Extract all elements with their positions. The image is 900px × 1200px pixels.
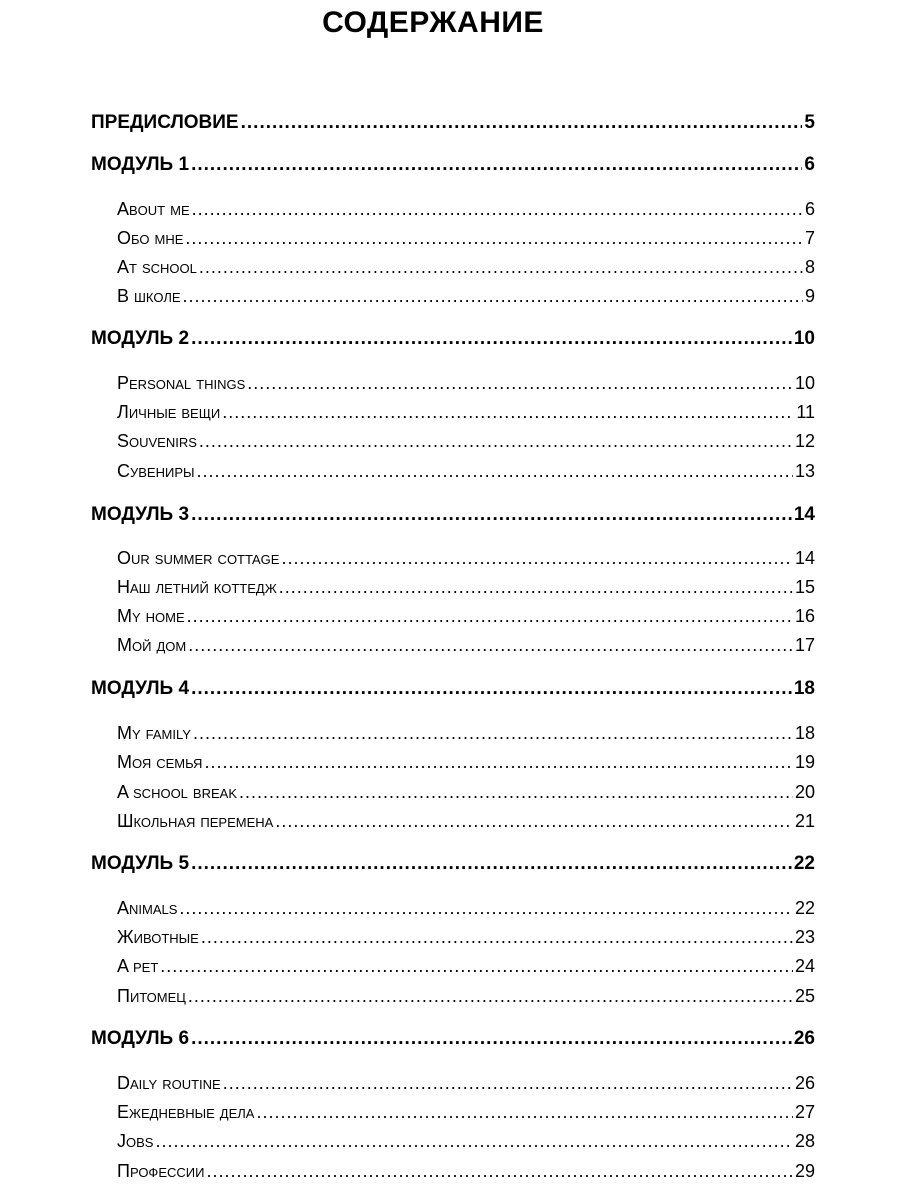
toc-entry-label: Обо мне [117,228,184,248]
dot-leader [239,779,793,805]
dot-leader [191,851,792,877]
toc-entry-page: 6 [804,154,815,175]
toc-entry-label: Personal things [117,373,246,393]
toc-entry-page: 22 [793,853,815,874]
dot-leader [191,676,792,702]
toc-entry-item[interactable] [117,254,815,280]
toc-entry-label: A pet [117,956,159,976]
toc-entry-page: 28 [794,1131,815,1151]
toc-entry-item[interactable] [117,370,815,396]
toc-entry-item[interactable] [117,458,815,484]
toc-entry-page: 12 [794,431,815,451]
toc-entry-item[interactable] [117,924,815,950]
toc-entry-module-5[interactable] [91,851,815,877]
dot-leader [191,1026,792,1052]
toc-entry-module-6[interactable] [91,1026,815,1052]
toc-entry-item[interactable] [117,895,815,921]
dot-leader [281,545,793,571]
toc-entry-page: 22 [794,898,815,918]
toc-entry-label: Jobs [117,1131,154,1151]
dot-leader [188,983,793,1009]
toc-entry-page: 29 [794,1161,815,1181]
toc-entry-label: Souvenirs [117,431,197,451]
toc-entry-item[interactable] [117,545,815,571]
toc-entry-label: My family [117,723,191,743]
toc-entry-item[interactable] [117,1099,815,1125]
toc-entry-item[interactable] [117,428,815,454]
toc-entry-label: Мой дом [117,635,187,655]
toc-entry-label: About me [117,199,190,219]
toc-entry-item[interactable] [117,953,815,979]
toc-entry-page: 5 [804,112,815,133]
toc-entry-page: 25 [794,986,815,1006]
toc-entry-label: Наш летний коттедж [117,577,277,597]
dot-leader [199,428,793,454]
dot-leader [191,152,802,178]
toc-entry-item[interactable] [117,720,815,746]
toc-entry-label: В школе [117,286,181,306]
toc-entry-label: МОДУЛЬ 3 [91,504,190,525]
toc-entry-label: Our summer cottage [117,548,280,568]
dot-leader [206,1158,793,1184]
toc-entry-page: 20 [794,782,815,802]
dot-leader [193,720,793,746]
toc-entry-module-4[interactable] [91,676,815,702]
toc-entry-page: 21 [794,811,815,831]
dot-leader [247,370,793,396]
toc-entry-item[interactable] [117,283,815,309]
dot-leader [241,110,803,136]
toc-entry-page: 24 [794,956,815,976]
toc-entry-label: A school break [117,782,237,802]
dot-leader [188,632,793,658]
dot-leader [222,399,794,425]
dot-leader [185,225,803,251]
toc-entry-item[interactable] [117,225,815,251]
toc-entry-page: 10 [794,373,815,393]
toc-entry-item[interactable] [117,983,815,1009]
toc-entry-item[interactable] [117,196,815,222]
dot-leader [192,196,803,222]
toc-entry-label: ПРЕДИСЛОВИЕ [91,112,239,133]
toc-entry-page: 8 [804,257,815,277]
toc-entry-page: 14 [794,548,815,568]
toc-entry-label: Daily routine [117,1073,221,1093]
toc-entry-label: МОДУЛЬ 2 [91,328,190,349]
toc-entry-item[interactable] [117,808,815,834]
toc-entry-page: 18 [793,678,815,699]
toc-entry-label: Профессии [117,1161,205,1181]
toc-entry-preface[interactable] [91,110,815,136]
toc-entry-label: Личные вещи [117,402,221,422]
toc-entry-page: 19 [794,752,815,772]
toc-entry-page: 7 [804,228,815,248]
toc-entry-label: МОДУЛЬ 6 [91,1028,190,1049]
toc-entry-page: 6 [804,199,815,219]
toc-entry-module-3[interactable] [91,502,815,528]
toc-entry-item[interactable] [117,1128,815,1154]
page-title: СОДЕРЖАНИЕ [322,6,544,39]
toc-entry-label: Питомец [117,986,186,1006]
toc-entry-label: Ежедневные дела [117,1102,255,1122]
toc-entry-label: My home [117,606,185,626]
toc-entry-label: Моя семья [117,752,203,772]
dot-leader [204,749,793,775]
toc-entry-item[interactable] [117,1070,815,1096]
toc-entry-item[interactable] [117,574,815,600]
toc-entry-page: 18 [794,723,815,743]
toc-entry-label: МОДУЛЬ 4 [91,678,190,699]
toc-entry-module-2[interactable] [91,326,815,352]
dot-leader [275,808,793,834]
dot-leader [256,1099,793,1125]
dot-leader [179,895,793,921]
toc-entry-page: 14 [793,504,815,525]
toc-entry-page: 26 [793,1028,815,1049]
toc-entry-page: 26 [794,1073,815,1093]
toc-entry-page: 13 [794,461,815,481]
toc-entry-label: At school [117,257,197,277]
toc-entry-module-1[interactable] [91,152,815,178]
toc-entry-item[interactable] [117,779,815,805]
toc-entry-page: 9 [804,286,815,306]
toc-entry-item[interactable] [117,603,815,629]
toc-entry-label: Животные [117,927,199,947]
dot-leader [160,953,793,979]
dot-leader [187,603,793,629]
dot-leader [279,574,793,600]
toc-entry-page: 17 [794,635,815,655]
dot-leader [155,1128,793,1154]
dot-leader [201,924,793,950]
toc-entry-label: Animals [117,898,178,918]
toc-entry-label: МОДУЛЬ 1 [91,154,190,175]
toc-entry-page: 15 [794,577,815,597]
dot-leader [197,458,793,484]
toc-entry-item[interactable] [117,399,815,425]
toc-entry-label: Сувениры [117,461,195,481]
dot-leader [199,254,803,280]
toc-entry-item[interactable] [117,632,815,658]
toc-entry-item[interactable] [117,749,815,775]
toc-entry-page: 27 [794,1102,815,1122]
dot-leader [191,326,792,352]
toc-entry-page: 10 [793,328,815,349]
dot-leader [183,283,803,309]
toc-entry-item[interactable] [117,1158,815,1184]
toc-entry-page: 16 [794,606,815,626]
toc-entry-label: Школьная перемена [117,811,274,831]
toc-entry-page: 11 [796,402,815,422]
toc-entry-page: 23 [794,927,815,947]
dot-leader [191,502,792,528]
toc-entry-label: МОДУЛЬ 5 [91,853,190,874]
dot-leader [223,1070,793,1096]
